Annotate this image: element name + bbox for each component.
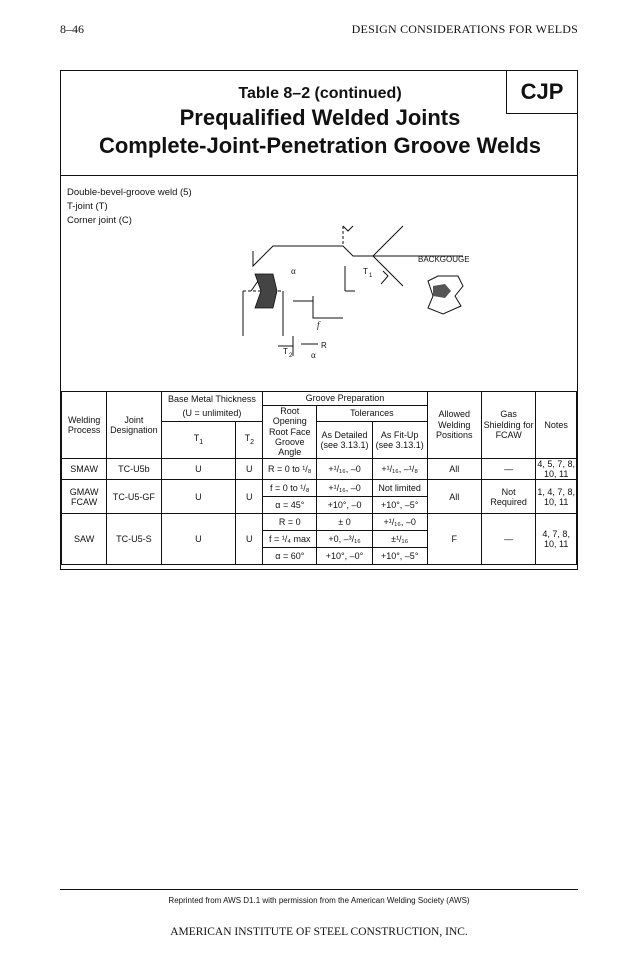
cell-gas: Not Required [481,480,535,514]
cell-notes: 4, 5, 7, 8, 10, 11 [537,458,575,480]
section-title: DESIGN CONSIDERATIONS FOR WELDS [351,22,578,36]
joint-type-label: Double-bevel-groove weld (5) [67,187,192,198]
cell-as-fitup: +¹/₁₆, –0 [372,514,427,531]
f-label: f [317,320,320,330]
backgouge-label: BACKGOUGE [418,255,470,264]
cell-root: R = 0 [263,514,317,531]
cell-positions: All [427,458,481,480]
header-gas-shielding: Gas Shielding for FCAW [481,392,535,459]
cell-as-fitup: +10°, –5° [372,548,427,565]
table-frame [60,70,578,570]
cell-positions: All [427,480,481,514]
r-label: R [321,341,327,350]
cell-as-fitup: ±¹/₁₆ [372,531,427,548]
header-base-metal: Base Metal Thickness [161,392,263,406]
cell-as-detailed: ± 0 [317,514,373,531]
cell-as-detailed: +¹/₁₆, –0 [317,480,373,497]
joint-tjoint-label: T-joint (T) [67,201,108,212]
header-welding-process: Welding Process [62,392,107,459]
alpha-label: α [291,266,296,276]
cell-root: f = ¹/₄ max [263,531,317,548]
cell-designation: TC-U5b [107,458,161,480]
header-as-detailed: As Detailed (see 3.13.1) [317,422,373,459]
table-subtitle: Complete-Joint-Penetration Groove Welds [98,133,542,158]
prequalified-joints-table [61,391,577,565]
header-allowed-positions: Allowed Welding Positions [427,392,481,459]
title-divider [61,175,577,176]
header-joint-designation: Joint Designation [107,392,161,459]
table-row [62,514,577,531]
publisher-name: AMERICAN INSTITUTE OF STEEL CONSTRUCTION, INC. [170,926,468,938]
cell-t1: U [161,514,236,565]
table-title: Prequalified Welded Joints [179,105,461,130]
cell-as-detailed: +0, –³/₁₆ [317,531,373,548]
joint-diagram [233,196,493,366]
header-tolerances: Tolerances [317,406,427,422]
cell-notes: 4, 7, 8, 10, 11 [536,514,577,565]
cell-process: SMAW [62,458,107,480]
table-number: Table 8–2 (continued) [238,85,402,102]
cell-root: α = 45° [263,497,317,514]
cell-as-fitup: Not limited [372,480,427,497]
cell-root: α = 60° [263,548,317,565]
cell-as-detailed: +10°, –0 [317,497,373,514]
cell-t2: U [236,514,263,565]
footer-divider [60,889,578,890]
t2-label: T [283,347,288,356]
cell-as-fitup: +10°, –5° [372,497,427,514]
cell-designation: TC-U5-S [107,514,161,565]
cjp-badge: CJP [506,70,578,114]
header-groove-prep: Groove Preparation [263,392,427,406]
cell-root: R = 0 to ¹/₈ [263,458,317,480]
cell-t1: U [161,480,236,514]
cell-t2: U [236,480,263,514]
cell-root: f = 0 to ¹/₈ [263,480,317,497]
joint-corner-label: Corner joint (C) [67,215,132,226]
t1-sub-label: 1 [369,273,373,279]
cell-designation: TC-U5-GF [107,480,161,514]
reprint-note: Reprinted from AWS D1.1 with permission from the American Welding Society (AWS) [168,896,470,905]
cell-process: GMAW FCAW [62,480,107,514]
header-root: Root Opening Root Face Groove Angle [263,406,317,459]
cell-positions: F [427,514,481,565]
cell-gas: — [481,458,535,480]
cell-as-detailed: +¹/₁₆, –0 [317,458,373,480]
table-row [62,458,577,480]
cell-gas: — [481,514,535,565]
cell-as-fitup: +¹/₁₆, –¹/₈ [372,458,427,480]
header-base-metal-sub: (U = unlimited) [161,406,263,422]
t2-sub-label: 2 [289,353,293,359]
page-number: 8–46 [60,22,84,36]
table-row [62,480,577,497]
cell-as-detailed: +10°, –0° [317,548,373,565]
alpha-lower-label: α [311,350,316,360]
header-t1: $T_1$ [161,422,236,459]
cell-process: SAW [62,514,107,565]
header-as-fitup: As Fit-Up (see 3.13.1) [372,422,427,459]
header-notes: Notes [536,392,577,459]
cell-notes: 1, 4, 7, 8, 10, 11 [536,480,577,514]
header-t2: $T_2$ [236,422,263,459]
cell-t2: U [236,458,263,480]
t1-label: T [363,267,368,276]
cell-t1: U [161,458,236,480]
